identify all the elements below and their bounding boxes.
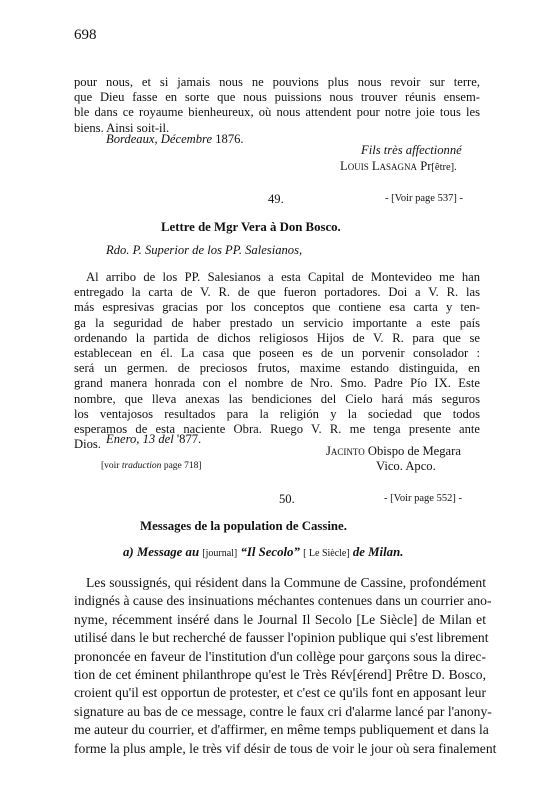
text-line: ble dans ce royaume bienheureux, où nous attendent pour notre joie tous les [74,105,480,120]
text-line: establecean en él. La casa que poseen es de un porvenir consolador : [74,346,480,361]
document-title: Lettre de Mgr Vera à Don Bosco. [161,220,341,234]
message-body [74,574,497,758]
document-number: 50. [279,492,295,506]
text-line: nombre, que lleva anexas las bendiciones del Cielo hará más seguros [74,391,480,406]
text-line: prononcée en faveur de l'institution d'un collège pour garçons sous la direc- [74,648,486,664]
text-line: que Dieu fasse en sorte que nous puissions nous trouver réunis ensem- [74,90,480,105]
page-number: 698 [74,27,97,43]
cross-reference: - [Voir page 537] - [385,193,463,204]
document-subtitle: a) Message au [journal] “Il Secolo” [ Le Siècle] de Milan. [123,545,404,559]
text-line: signature au bas de ce message, contre le faux cri d'alarme lancé par l'anony- [74,703,492,719]
text-line: forme la plus ample, le très vif désir de tous de voir le jour où sera finalement [74,740,497,756]
text-line: Les soussignés, qui résident dans la Commune de Cassine, profondément [86,575,486,590]
text-line: ordenando la partida de dichos religiosos Hijos de V. R. para que se [74,330,480,345]
text-line: biens. Ainsi soit-il. [74,120,170,135]
letter-signature: Jacinto Obispo de Megara [326,444,461,458]
letter-signature: Louis Lasagna Pr[être]. [340,159,457,173]
letter-body [74,270,480,452]
text-line: indignés à cause des insinuations méchantes contenues dans un courrier ano- [74,593,492,609]
text-line: grand manera honrada con el nombre de Nro. Smo. Padre Pío IX. Este [74,376,480,391]
signature-title: Vico. Apco. [376,459,436,473]
letter-dateline: Bordeaux, Décembre 1876. [106,132,244,146]
text-line: me auteur du courrier, et d'affirmer, en même temps publiquement et dans la [74,722,489,738]
translation-reference: [voir traduction page 718] [101,461,202,471]
text-line: entregado la carta de V. R. de que fueron portadores. Doi a V. R. las [74,285,480,300]
letter-date: Enero, 13 del '877. [106,432,202,446]
document-title: Messages de la population de Cassine. [140,519,347,533]
text-line: pour nous, et si jamais nous ne pouvions plus nous revoir sur terre, [74,75,480,89]
text-line: croient qu'il est opportun de protester, et c'est ce qu'ils font en apposant leur [74,685,486,701]
text-line: los ventajosos resultados para la religión y la sociedad que todos [74,406,480,421]
text-line: utilisé dans le but recherché de fausser l'opinion publique qui s'est librement [74,630,489,646]
salutation: Rdo. P. Superior de los PP. Salesianos, [106,243,303,257]
text-line: esperamos de esta naciente Obra. Ruego V. R. me tenga presente ante [74,422,480,437]
cross-reference: - [Voir page 552] - [384,493,462,504]
text-line: tion de cet éminent philanthrope qu'est le Très Rév[érend] Prêtre D. Bosco, [74,667,486,683]
text-line: Dios. [74,437,101,452]
document-number: 49. [268,192,284,206]
letter-closing-paragraph [74,75,480,136]
letter-closing-formula: Fils très affectionné [361,143,462,157]
text-line: nyme, récemment inséré dans le Journal Il Secolo [Le Siècle] de Milan et [74,611,486,627]
text-line: Al arribo de los PP. Salesianos a esta Capital de Montevideo me han [86,270,480,284]
text-line: será un germen. de preciosos frutos, maxime estando distinguida, en [74,361,480,376]
text-line: más espresivas gracias por los conceptos que contiene esa carta y ten- [74,300,480,315]
text-line: ga la seguridad de haber prestado un servicio importante a este país [74,315,480,330]
